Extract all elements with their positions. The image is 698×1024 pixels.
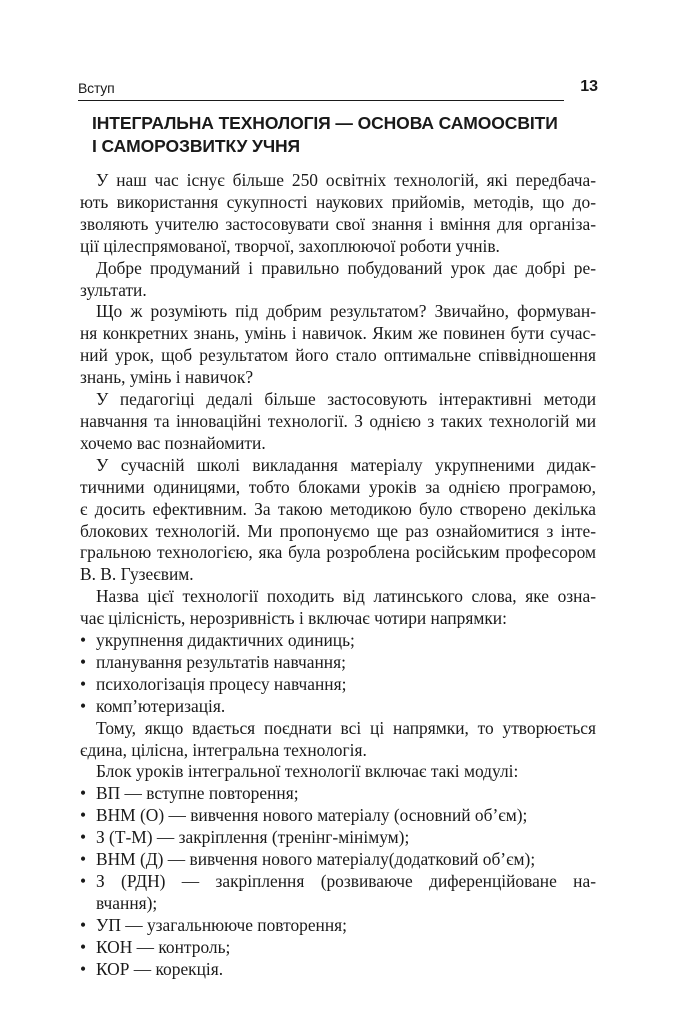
text-line: єдина, цілісна, інтегральна технологія. (80, 739, 367, 760)
text-line: хочемо вас познайомити. (80, 432, 266, 453)
bullet-list (80, 783, 596, 980)
list-item (80, 652, 596, 674)
list-item-text: З (Т-М) — закріплення (тренінг-мінімум); (96, 827, 410, 848)
list-item-text: ВНМ (Д) — вивчення нового матеріалу(додатковий об’єм); (96, 849, 536, 870)
list-item (80, 630, 596, 652)
text-line: ції цілеспрямованої, творчої, захоплюючої роботи учнів. (80, 235, 500, 256)
list-item-text: КОН — контроль; (96, 936, 231, 957)
text-line: тичними одиницями, тобто блоками уроків за однією програмою, (80, 476, 596, 497)
text-line: У наш час існує більше 250 освітніх технологій, які передбача- (96, 170, 596, 190)
text-line: У сучасній школі викладання матеріалу укрупненими дидак- (96, 454, 596, 475)
running-head (78, 78, 598, 100)
list-item-text: З (РДН) — закріплення (розвиваюче диференційоване на- (96, 871, 596, 891)
list-item (80, 827, 596, 849)
text-line: ють використання сукупності наукових прийомів, методів, що до- (80, 191, 596, 212)
paragraph (80, 586, 596, 630)
paragraph (80, 389, 596, 455)
list-item-text: УП — узагальнююче повторення; (96, 914, 348, 935)
text-line: блокових технологій. Ми пропонуємо ще раз ознайомитися з інте- (80, 520, 596, 541)
list-item-text: вчання); (96, 892, 158, 913)
list-item (80, 783, 596, 805)
text-line: У педагогіці дедалі більше застосовують інтерактивні методи (96, 389, 596, 410)
paragraph (80, 761, 596, 783)
bullet-icon: • (80, 695, 87, 716)
paragraph (80, 170, 596, 258)
list-item-text: КОР — корекція. (96, 958, 224, 979)
text-line: Назва цієї технології походить від латинського слова, яке озна- (96, 586, 596, 607)
list-item (80, 937, 596, 959)
list-item-text: планування результатів навчання; (96, 651, 346, 672)
list-item-text: ВП — вступне повторення; (96, 783, 299, 804)
text-line: чає цілісність, нерозривність і включає чотири напрямки: (80, 608, 507, 629)
bullet-icon: • (80, 914, 87, 935)
text-line: є досить ефективним. За такою методикою було створено декілька (80, 498, 596, 519)
list-item (80, 959, 596, 981)
list-item-text: ВНМ (О) — вивчення нового матеріалу (основний об’єм); (96, 805, 528, 826)
bullet-icon: • (80, 651, 87, 672)
list-item-text: укрупнення дидактичних одиниць; (96, 630, 355, 651)
heading-line: І САМОРОЗВИТКУ УЧНЯ (92, 136, 301, 156)
body-text (80, 170, 596, 981)
bullet-icon: • (80, 783, 87, 804)
heading-line: ІНТЕГРАЛЬНА ТЕХНОЛОГІЯ — ОСНОВА САМООСВІТИ (92, 113, 558, 133)
chapter-heading (92, 112, 562, 158)
bullet-icon: • (80, 805, 87, 826)
list-item (80, 915, 596, 937)
text-line: знань, умінь і навичок? (80, 367, 254, 388)
text-line: навчання та інноваційні технології. З однією з таких технологій ми (80, 410, 596, 431)
list-item (80, 871, 596, 915)
text-line: зультати. (80, 279, 147, 300)
list-item (80, 674, 596, 696)
list-item-text: комп’ютеризація. (96, 695, 226, 716)
bullet-icon: • (80, 827, 87, 848)
text-line: Добре продуманий і правильно побудований урок дає добрі ре- (96, 257, 596, 278)
bullet-icon: • (80, 673, 87, 694)
bullet-icon: • (80, 630, 87, 651)
header-rule (78, 100, 564, 101)
paragraph (80, 258, 596, 302)
text-line: В. В. Гузеєвим. (80, 564, 194, 585)
bullet-icon: • (80, 958, 87, 979)
list-item (80, 849, 596, 871)
paragraph (80, 718, 596, 762)
paragraph (80, 301, 596, 389)
bullet-icon: • (80, 871, 87, 891)
page-number: 13 (580, 78, 598, 95)
text-line: Тому, якщо вдається поєднати всі ці напрямки, то утворюється (96, 717, 596, 738)
list-item-text: психологізація процесу навчання; (96, 673, 347, 694)
text-line: гральною технологією, яка була розроблена російським професором (80, 542, 596, 563)
list-item (80, 696, 596, 718)
section-title: Вступ (78, 80, 115, 96)
list-item (80, 805, 596, 827)
bullet-icon: • (80, 936, 87, 957)
text-line: Блок уроків інтегральної технології включає такі модулі: (96, 761, 519, 782)
paragraph (80, 455, 596, 586)
text-line: зволяють учителю застосовувати свої знання і вміння для організа- (80, 213, 596, 234)
text-line: ний урок, щоб результатом його стало оптимальне співвідношення (80, 345, 596, 366)
text-line: ня конкретних знань, умінь і навичок. Яким же повинен бути сучас- (80, 323, 596, 344)
text-line: Що ж розуміють під добрим результатом? Звичайно, формуван- (96, 301, 596, 322)
bullet-icon: • (80, 849, 87, 870)
bullet-list (80, 630, 596, 718)
